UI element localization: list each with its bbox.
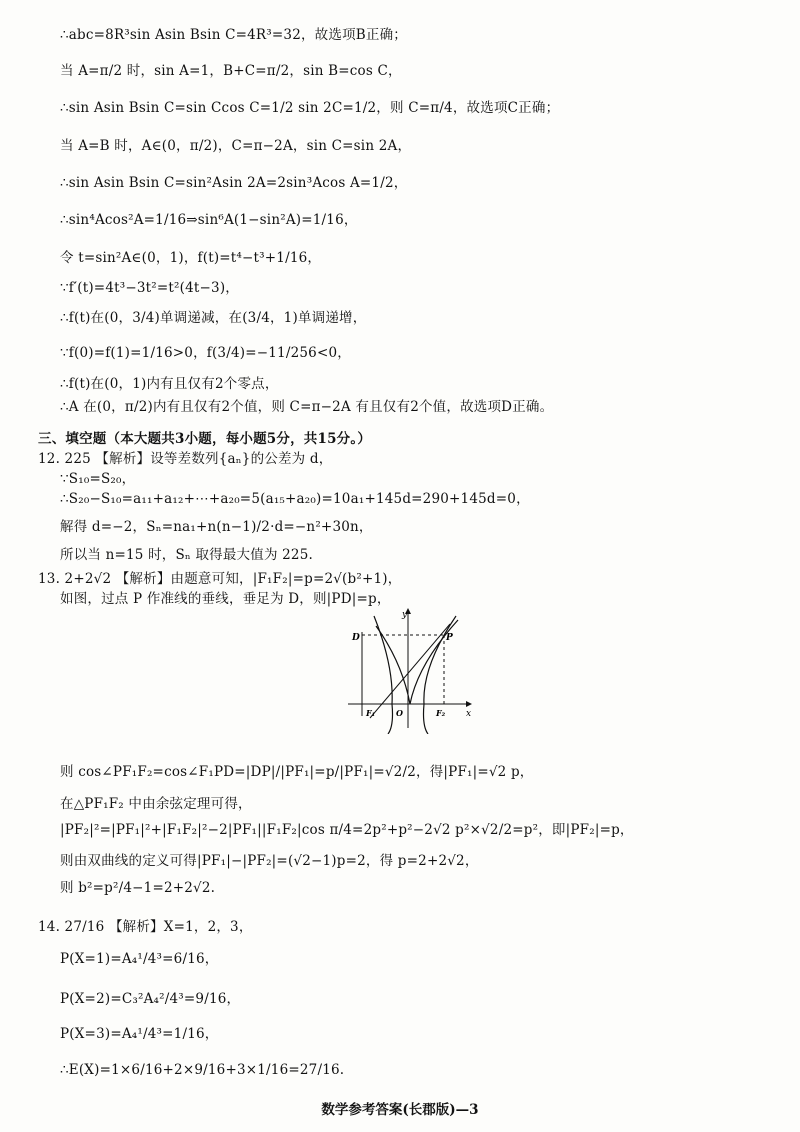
text-line: 13. 2+2√2 【解析】由题意可知，|F₁F₂|=p=2√(b²+1)， xyxy=(38,571,402,587)
section-heading: 三、填空题（本大题共3小题，每小题5分，共15分。） xyxy=(38,431,372,447)
text-line: ∴f(t)在(0，3/4)单调递减，在(3/4，1)单调递增， xyxy=(60,310,367,326)
hyperbola-figure xyxy=(340,606,476,734)
text-line: |PF₂|²=|PF₁|²+|F₁F₂|²−2|PF₁||F₁F₂|cos π/4=2p²+p²−2√2 p²×√2/2=p²，即|PF₂|=p， xyxy=(60,822,634,838)
text-line: 则由双曲线的定义可得|PF₁|−|PF₂|=(√2−1)p=2，得 p=2+2√2， xyxy=(60,853,479,869)
text-line: ∴S₂₀−S₁₀=a₁₁+a₁₂+⋯+a₂₀=5(a₁₅+a₂₀)=10a₁+145d=290+145d=0， xyxy=(60,491,530,507)
point-d-label: D xyxy=(352,633,360,643)
text-line: P(X=1)=A₄¹/4³=6/16， xyxy=(60,951,219,967)
text-line: ∵S₁₀=S₂₀， xyxy=(60,471,136,487)
text-line: 则 cos∠PF₁F₂=cos∠F₁PD=|DP|/|PF₁|=p/|PF₁|=√2/2，得|PF₁|=√2 p， xyxy=(60,764,534,780)
origin-label: O xyxy=(396,708,403,718)
page-footer: 数学参考答案(长郡版)—3 xyxy=(321,1102,479,1118)
text-line: 解得 d=−2，Sₙ=na₁+n(n−1)/2·d=−n²+30n， xyxy=(60,519,373,535)
text-line: ∴abc=8R³sin Asin Bsin C=4R³=32，故选项B正确； xyxy=(60,27,407,43)
text-line: ∴f(t)在(0，1)内有且仅有2个零点， xyxy=(60,376,279,392)
point-f2-label: F₂ xyxy=(436,708,446,718)
text-line: ∵f(0)=f(1)=1/16>0，f(3/4)=−11/256<0， xyxy=(60,345,351,361)
text-line: 当 A=B 时，A∈(0，π/2)，C=π−2A，sin C=sin 2A， xyxy=(60,138,412,154)
text-line: ∴A 在(0，π/2)内有且仅有2个值，则 C=π−2A 有且仅有2个值，故选项D正确。 xyxy=(60,399,554,415)
text-line: ∵f′(t)=4t³−3t²=t²(4t−3)， xyxy=(60,280,239,296)
text-line: ∴sin⁴Acos²A=1/16⇒sin⁶A(1−sin²A)=1/16， xyxy=(60,212,358,228)
text-line: 则 b²=p²/4−1=2+2√2. xyxy=(60,880,216,896)
y-axis-label: y xyxy=(402,610,408,620)
text-line: P(X=2)=C₃²A₄²/4³=9/16， xyxy=(60,991,241,1007)
text-line: P(X=3)=A₄¹/4³=1/16， xyxy=(60,1026,219,1042)
text-line: 令 t=sin²A∈(0，1)，f(t)=t⁴−t³+1/16， xyxy=(60,250,322,266)
text-line: 如图，过点 P 作准线的垂线，垂足为 D，则|PD|=p， xyxy=(60,591,391,607)
text-line: 当 A=π/2 时，sin A=1，B+C=π/2，sin B=cos C， xyxy=(60,63,402,79)
text-line: 在△PF₁F₂ 中由余弦定理可得， xyxy=(60,796,252,812)
text-line: 所以当 n=15 时，Sₙ 取得最大值为 225. xyxy=(60,547,313,563)
point-p-label: P xyxy=(446,633,453,643)
text-line: ∴E(X)=1×6/16+2×9/16+3×1/16=27/16. xyxy=(60,1062,345,1078)
text-line: ∴sin Asin Bsin C=sin²Asin 2A=2sin³Acos A=1/2， xyxy=(60,175,408,191)
text-line: 12. 225 【解析】设等差数列{aₙ}的公差为 d， xyxy=(38,451,333,467)
point-f1-label: F₁ xyxy=(366,708,376,718)
x-axis-label: x xyxy=(466,709,472,719)
text-line: ∴sin Asin Bsin C=sin Ccos C=1/2 sin 2C=1/2，则 C=π/4，故选项C正确； xyxy=(60,100,560,116)
text-line: 14. 27/16 【解析】X=1，2，3， xyxy=(38,919,253,935)
